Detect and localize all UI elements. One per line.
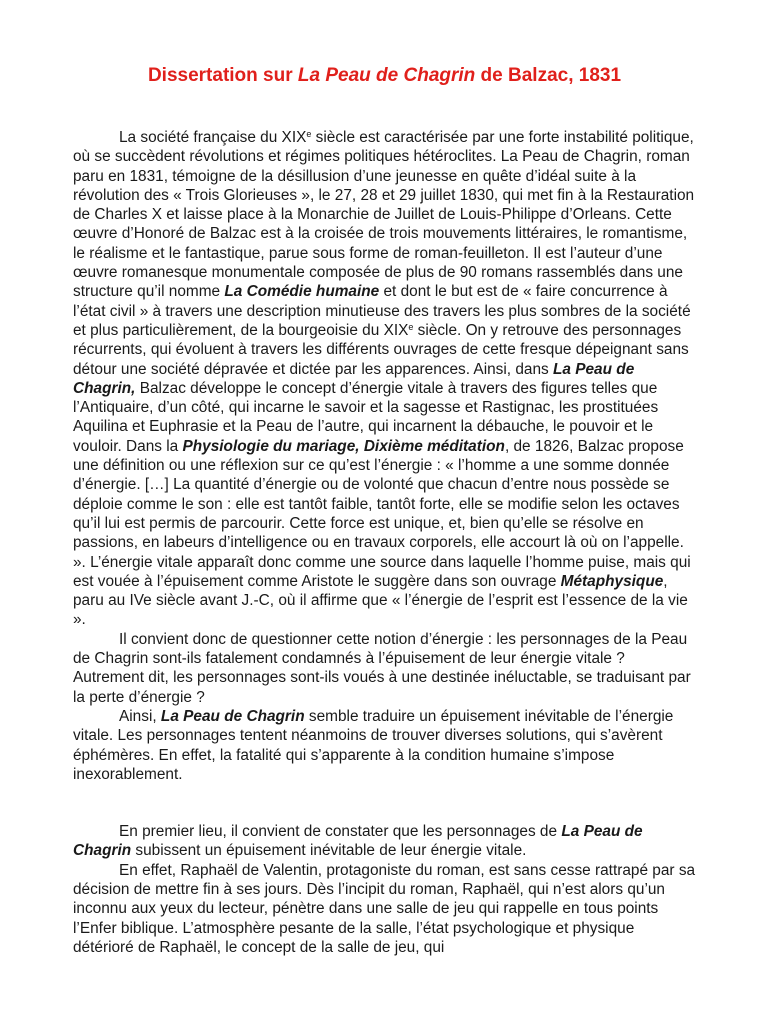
text-run: Il convient donc de questionner cette notion d’énergie : les personnages de la Peau de Chagrin sont-ils fatalement condamnés à l’épuisement de leur énergie vitale ? Autrement dit, les personnages sont-ils voués à une destinée inéluctable, se traduisant par la perte d’énergie ? [73, 630, 691, 706]
document-title [73, 64, 696, 88]
work-title-physiologie-du-mariage: Physiologie du mariage, Dixième méditation [182, 437, 505, 455]
text-run: En effet, Raphaël de Valentin, protagoniste du roman, est sans cesse rattrapé par sa décision de mettre fin à ses jours. Dès l’incipit du roman, Raphaël, qui n’est alors qu’un inconnu aux yeux du lecteur, pénètre dans une salle de jeu qui rappelle en tous points l’Enfer biblique. L’atmosphère pesante de la salle, l’état psychologique et physique détérioré de Raphaël, le concept de la salle de jeu, qui [73, 861, 696, 956]
text-run: , paru au IVe siècle avant J.-C, où il affirme que « l’énergie de l’esprit est l’essence de la vie ». [73, 572, 688, 629]
work-title-comedie-humaine: La Comédie humaine [224, 283, 380, 301]
text-run: , de 1826, Balzac propose une définition ou une réflexion sur ce qu’est l’énergie : « l’homme a une somme donnée d’énergie. […] La quantité d’énergie ou de volonté que chacun d’entre nous possède se déploie comme le son : elle est tantôt faible, tantôt forte, elle se modifie selon les octaves qu’il lui est permis de parcourir. Cette force est unique, et, bien qu’elle se résolve en passions, en labeurs d’intelligence ou en travaux corporels, elle accourt là où on l’appelle. ». L’énergie vitale apparaît donc comme une source dans laquelle l’homme puise, mais qui est vouée à l’épuisement comme Aristote le suggère dans son ouvrage [73, 437, 691, 590]
paragraph-problematique [73, 630, 696, 707]
work-title-peau-de-chagrin: La Peau de Chagrin [160, 707, 305, 725]
text-run: Balzac développe le concept d’énergie vitale à travers des figures telles que l’Antiquaire, d’un côté, qui incarne le savoir et la sagesse et Rastignac, les prostituées Aquilina et Euphrasie et la Peau de l’autre, qui incarnent la débauche, le pouvoir et le vouloir. Dans la [73, 379, 659, 455]
work-title-peau-de-chagrin: La Peau de Chagrin [73, 823, 643, 860]
title-prefix: Dissertation sur [147, 65, 298, 86]
paragraph-introduction [73, 128, 696, 630]
title-work: La Peau de Chagrin [297, 65, 476, 86]
work-title-metaphysique: Métaphysique [560, 572, 664, 590]
title-suffix: de Balzac, 1831 [475, 65, 622, 86]
text-run: Ainsi, [119, 707, 161, 725]
paragraph-premiere-partie [73, 822, 696, 861]
superscript: e [306, 129, 312, 139]
section-spacer [73, 784, 696, 822]
text-run: semble traduire un épuisement inévitable de l’énergie vitale. Les personnages tentent néanmoins de trouver diverses solutions, qui s’avèrent éphémères. En effet, la fatalité qui s’apparente à la condition humaine s’impose inexorablement. [73, 707, 674, 783]
text-run: siècle. On y retrouve des personnages récurrents, qui évoluent à travers les différents ouvrages de cette fresque dépeignant sans détour une société dépravée et dictée par les apparences. Ainsi, dans [73, 321, 689, 378]
text-run: En premier lieu, il convient de constater que les personnages de [119, 823, 562, 841]
text-run: et dont le but est de « faire concurrence à l’état civil » à travers une description minutieuse des travers les plus sombres de la société et plus particulièrement, de la bourgeoisie du XIX [73, 283, 691, 339]
superscript: e [408, 321, 414, 332]
text-run: La société française du XIX [119, 129, 307, 146]
text-run: siècle est caractérisée par une forte instabilité politique, où se succèdent révolutions et régimes politiques hétéroclites. La Peau de Chagrin, roman paru en 1831, témoigne de la désillusion d’une jeunesse en quête d’idéal suite à la révolution des « Trois Glorieuses », le 27, 28 et 29 juillet 1830, qui met fin à la Restauration de Charles X et laisse place à la Monarchie de Juillet de Louis-Philippe d’Orleans. Cette œuvre d’Honoré de Balzac est à la croisée de trois mouvements littéraires, le romantisme, le réalisme et le fantastique, parue sous forme de roman-feuilleton. Il est l’auteur d’une œuvre romanesque monumentale composée de plus de 90 romans rassemblés dans une structure qu’il nomme [73, 129, 695, 301]
paragraph-annonce-plan [73, 707, 696, 784]
paragraph-raphael [73, 861, 696, 957]
text-run: subissent un épuisement inévitable de leur énergie vitale. [131, 842, 527, 860]
document-page [73, 64, 696, 957]
work-title-peau-de-chagrin: La Peau de Chagrin, [73, 360, 635, 397]
